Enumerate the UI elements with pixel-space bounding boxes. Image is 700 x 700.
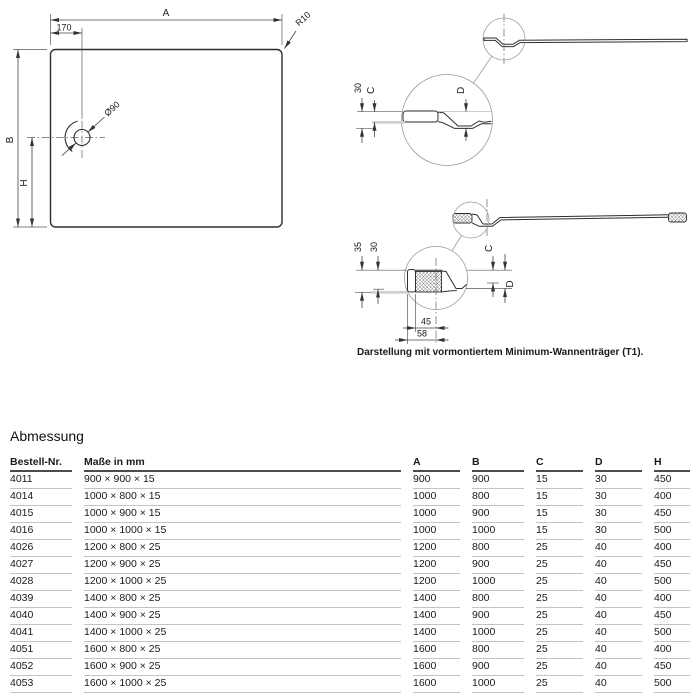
value-cell: 1600 bbox=[413, 676, 472, 693]
value-cell: 1600 bbox=[413, 642, 472, 659]
value-cell: 1000 bbox=[413, 489, 472, 506]
value-cell: 40 bbox=[595, 557, 654, 574]
table-row bbox=[10, 591, 690, 608]
value-cell: 1000 × 1000 × 15 bbox=[84, 523, 413, 540]
value-cell: 800 bbox=[472, 591, 536, 608]
value-cell: 30 bbox=[595, 472, 654, 489]
order-number-cell: 4041 bbox=[10, 625, 84, 642]
label-170: 170 bbox=[56, 22, 72, 33]
label-H: H bbox=[19, 179, 30, 187]
plan-view-drawing bbox=[5, 8, 312, 227]
value-cell: 25 bbox=[536, 540, 595, 557]
value-cell: 1200 × 800 × 25 bbox=[84, 540, 413, 557]
table-header-row bbox=[10, 456, 690, 472]
order-number-cell: 4051 bbox=[10, 642, 84, 659]
label-s2-45: 45 bbox=[420, 316, 432, 327]
value-cell: 25 bbox=[536, 574, 595, 591]
value-cell: 500 bbox=[654, 676, 690, 693]
value-cell: 900 bbox=[472, 608, 536, 625]
table-row bbox=[10, 676, 690, 693]
value-cell: 1000 bbox=[472, 676, 536, 693]
value-cell: 40 bbox=[595, 642, 654, 659]
value-cell: 25 bbox=[536, 557, 595, 574]
order-number-cell: 4039 bbox=[10, 591, 84, 608]
value-cell: 1400 bbox=[413, 608, 472, 625]
value-cell: 1600 × 1000 × 25 bbox=[84, 676, 413, 693]
order-number-cell: 4028 bbox=[10, 574, 84, 591]
drawing-caption: Darstellung mit vormontiertem Minimum-Wannenträger (T1). bbox=[357, 347, 644, 358]
cross-section-flat bbox=[353, 14, 687, 166]
value-cell: 15 bbox=[536, 506, 595, 523]
value-cell: 40 bbox=[595, 574, 654, 591]
table-row bbox=[10, 506, 690, 523]
value-cell: 25 bbox=[536, 591, 595, 608]
order-number-cell: 4052 bbox=[10, 659, 84, 676]
value-cell: 40 bbox=[595, 591, 654, 608]
order-number-cell: 4053 bbox=[10, 676, 84, 693]
label-s2-D: D bbox=[505, 280, 516, 288]
value-cell: 1200 bbox=[413, 574, 472, 591]
label-B: B bbox=[5, 136, 16, 144]
support-block-right bbox=[669, 213, 687, 222]
label-s1-C: C bbox=[366, 86, 377, 94]
value-cell: 1200 × 1000 × 25 bbox=[84, 574, 413, 591]
dimensions-table bbox=[10, 456, 690, 693]
value-cell: 1000 bbox=[413, 506, 472, 523]
table-row bbox=[10, 659, 690, 676]
tray-outline bbox=[51, 50, 283, 228]
value-cell: 400 bbox=[654, 591, 690, 608]
value-cell: 1400 × 900 × 25 bbox=[84, 608, 413, 625]
drain-dim-leader-1 bbox=[88, 117, 105, 132]
column-header-b: B bbox=[472, 456, 536, 472]
value-cell: 450 bbox=[654, 659, 690, 676]
column-header-d: D bbox=[595, 456, 654, 472]
value-cell: 40 bbox=[595, 659, 654, 676]
value-cell: 450 bbox=[654, 557, 690, 574]
value-cell: 1200 bbox=[413, 557, 472, 574]
value-cell: 400 bbox=[654, 489, 690, 506]
detail-connector-2 bbox=[452, 236, 462, 252]
value-cell: 25 bbox=[536, 625, 595, 642]
section-title: Abmessung bbox=[10, 428, 84, 444]
profile-outline bbox=[484, 38, 687, 47]
value-cell: 1200 × 900 × 25 bbox=[84, 557, 413, 574]
order-number-cell: 4027 bbox=[10, 557, 84, 574]
value-cell: 1400 × 800 × 25 bbox=[84, 591, 413, 608]
value-cell: 40 bbox=[595, 540, 654, 557]
value-cell: 1200 bbox=[413, 540, 472, 557]
value-cell: 30 bbox=[595, 523, 654, 540]
value-cell: 500 bbox=[654, 625, 690, 642]
value-cell: 40 bbox=[595, 608, 654, 625]
value-cell: 40 bbox=[595, 625, 654, 642]
column-header-c: C bbox=[536, 456, 595, 472]
label-s2-58: 58 bbox=[416, 328, 428, 339]
order-number-cell: 4014 bbox=[10, 489, 84, 506]
value-cell: 1000 × 900 × 15 bbox=[84, 506, 413, 523]
rim-section bbox=[403, 111, 438, 122]
table-row bbox=[10, 489, 690, 506]
value-cell: 1400 bbox=[413, 625, 472, 642]
label-s1-30: 30 bbox=[353, 82, 363, 93]
label-s2-30: 30 bbox=[369, 241, 379, 252]
value-cell: 450 bbox=[654, 506, 690, 523]
value-cell: 400 bbox=[654, 642, 690, 659]
table-row bbox=[10, 608, 690, 625]
table-row bbox=[10, 540, 690, 557]
r10-leader bbox=[285, 31, 297, 49]
value-cell: 450 bbox=[654, 472, 690, 489]
order-number-cell: 4016 bbox=[10, 523, 84, 540]
value-cell: 900 bbox=[472, 557, 536, 574]
value-cell: 25 bbox=[536, 608, 595, 625]
column-header-h: H bbox=[654, 456, 690, 472]
cross-section-with-support bbox=[353, 199, 687, 344]
value-cell: 25 bbox=[536, 642, 595, 659]
column-header-a: A bbox=[413, 456, 472, 472]
value-cell: 25 bbox=[536, 676, 595, 693]
value-cell: 900 bbox=[472, 659, 536, 676]
support-section bbox=[416, 272, 442, 293]
value-cell: 800 bbox=[472, 540, 536, 557]
value-cell: 400 bbox=[654, 540, 690, 557]
value-cell: 15 bbox=[536, 472, 595, 489]
order-number-cell: 4026 bbox=[10, 540, 84, 557]
table-row bbox=[10, 472, 690, 489]
label-R10: R10 bbox=[293, 9, 313, 29]
detail-connector bbox=[473, 56, 492, 84]
label-s2-C: C bbox=[484, 244, 495, 252]
value-cell: 15 bbox=[536, 489, 595, 506]
table-row bbox=[10, 523, 690, 540]
value-cell: 1400 × 1000 × 25 bbox=[84, 625, 413, 642]
value-cell: 1600 bbox=[413, 659, 472, 676]
rim-edge-section bbox=[408, 270, 416, 293]
value-cell: 25 bbox=[536, 659, 595, 676]
value-cell: 1000 bbox=[472, 574, 536, 591]
value-cell: 40 bbox=[595, 676, 654, 693]
value-cell: 500 bbox=[654, 574, 690, 591]
table-row bbox=[10, 625, 690, 642]
value-cell: 1000 × 800 × 15 bbox=[84, 489, 413, 506]
column-header-ma-e-in-mm: Maße in mm bbox=[84, 456, 413, 472]
table-body bbox=[10, 472, 690, 693]
value-cell: 15 bbox=[536, 523, 595, 540]
label-A: A bbox=[162, 8, 170, 19]
value-cell: 1400 bbox=[413, 591, 472, 608]
value-cell: 1000 bbox=[413, 523, 472, 540]
label-drain-diameter: Ø90 bbox=[102, 99, 122, 119]
value-cell: 1000 bbox=[472, 523, 536, 540]
value-cell: 30 bbox=[595, 506, 654, 523]
column-header-bestell-nr-: Bestell-Nr. bbox=[10, 456, 84, 472]
label-s1-D: D bbox=[456, 86, 467, 94]
value-cell: 900 bbox=[413, 472, 472, 489]
order-number-cell: 4011 bbox=[10, 472, 84, 489]
value-cell: 800 bbox=[472, 642, 536, 659]
support-block-left bbox=[453, 214, 472, 224]
table-header-row bbox=[10, 456, 690, 472]
value-cell: 1600 × 900 × 25 bbox=[84, 659, 413, 676]
order-number-cell: 4040 bbox=[10, 608, 84, 625]
value-cell: 800 bbox=[472, 489, 536, 506]
table-row bbox=[10, 557, 690, 574]
table-row bbox=[10, 642, 690, 659]
label-s2-35: 35 bbox=[353, 241, 363, 252]
table-row bbox=[10, 574, 690, 591]
value-cell: 900 × 900 × 15 bbox=[84, 472, 413, 489]
value-cell: 500 bbox=[654, 523, 690, 540]
value-cell: 30 bbox=[595, 489, 654, 506]
value-cell: 1600 × 800 × 25 bbox=[84, 642, 413, 659]
order-number-cell: 4015 bbox=[10, 506, 84, 523]
value-cell: 900 bbox=[472, 472, 536, 489]
value-cell: 900 bbox=[472, 506, 536, 523]
value-cell: 1000 bbox=[472, 625, 536, 642]
value-cell: 450 bbox=[654, 608, 690, 625]
